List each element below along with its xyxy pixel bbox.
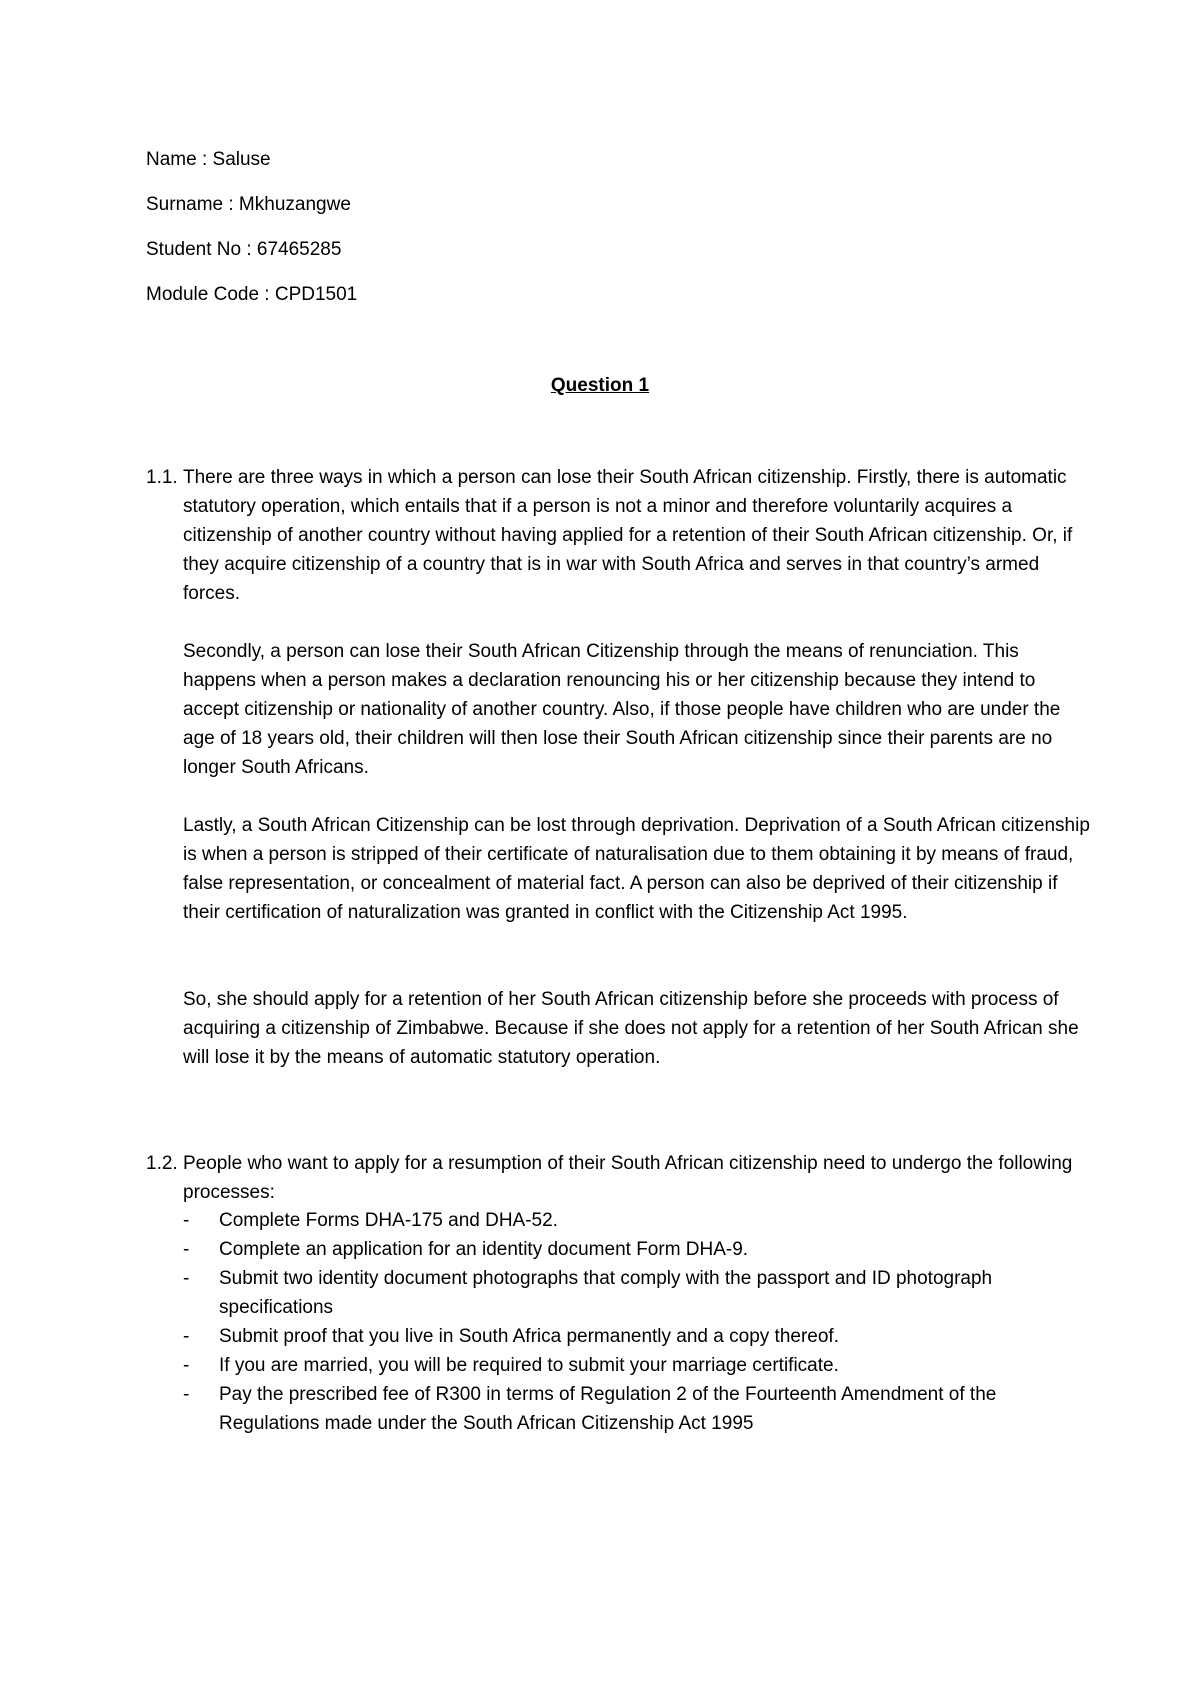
bullet-dash: - [183,1384,190,1405]
list-item-text: Submit proof that you live in South Africa permanently and a copy thereof. [219,1326,839,1347]
list-item-text: Pay the prescribed fee of R300 in terms of Regulation 2 of the Fourteenth Amendment of the Regulations made under the South African Citizenship Act 1995 [219,1384,997,1434]
list-item-text: Complete an application for an identity document Form DHA-9. [219,1239,749,1260]
paragraph-automatic-operation [183,463,1093,608]
list-item-text: Submit two identity document photographs that comply with the passport and ID photograph specifications [219,1268,993,1318]
paragraph-deprivation [183,811,1093,927]
paragraph-text: People who want to apply for a resumption of their South African citizenship need to undergo the following processes: [183,1153,1073,1203]
paragraph-text: So, she should apply for a retention of her South African citizenship before she proceeds with process of acquiring a citizenship of Zimbabwe. Because if she does not apply for a retention of her South African she will lose it by the means of automatic statutory operation. [183,989,1079,1068]
paragraph-conclusion [183,985,1093,1072]
resumption-steps-list [183,1206,1093,1438]
list-item [183,1322,1093,1351]
student-number: Student No : 67465285 [146,239,342,260]
list-item [183,1206,1093,1235]
bullet-dash: - [183,1210,190,1231]
paragraph-resumption-intro [183,1149,1093,1207]
bullet-dash: - [183,1326,190,1347]
paragraph-text: There are three ways in which a person can lose their South African citizenship. Firstly, there is automatic statutory operation, which entails that if a person is not a minor and therefore voluntarily acquires a citizenship of another country without having applied for a retention of their South African citizenship. Or, if they acquire citizenship of a country that is in war with South Africa and serves in that country’s armed forces. [183,467,1073,604]
item-number-1-1: 1.1. [146,467,178,488]
item-number-1-2: 1.2. [146,1153,178,1174]
bullet-dash: - [183,1239,190,1260]
question-title: Question 1 [550,375,650,396]
list-item-text: If you are married, you will be required to submit your marriage certificate. [219,1355,839,1376]
list-item [183,1235,1093,1264]
bullet-dash: - [183,1268,190,1289]
list-item [183,1351,1093,1380]
bullet-dash: - [183,1355,190,1376]
paragraph-text: Secondly, a person can lose their South African Citizenship through the means of renunciation. This happens when a person makes a declaration renouncing his or her citizenship because they intend to accept citizenship or nationality of another country. Also, if those people have children who are under the age of 18 years old, their children will then lose their South African citizenship since their parents are no longer South Africans. [183,641,1061,778]
module-code: Module Code : CPD1501 [146,284,358,305]
paragraph-text: Lastly, a South African Citizenship can be lost through deprivation. Deprivation of a South African citizenship is when a person is stripped of their certificate of naturalisation due to them obtaining it by means of fraud, false representation, or concealment of material fact. A person can also be deprived of their citizenship if their certification of naturalization was granted in conflict with the Citizenship Act 1995. [183,815,1090,923]
list-item-text: Complete Forms DHA-175 and DHA-52. [219,1210,558,1231]
student-surname: Surname : Mkhuzangwe [146,194,351,215]
student-name: Name : Saluse [146,149,271,170]
list-item [183,1264,1093,1322]
list-item [183,1380,1093,1438]
paragraph-renunciation [183,637,1093,782]
